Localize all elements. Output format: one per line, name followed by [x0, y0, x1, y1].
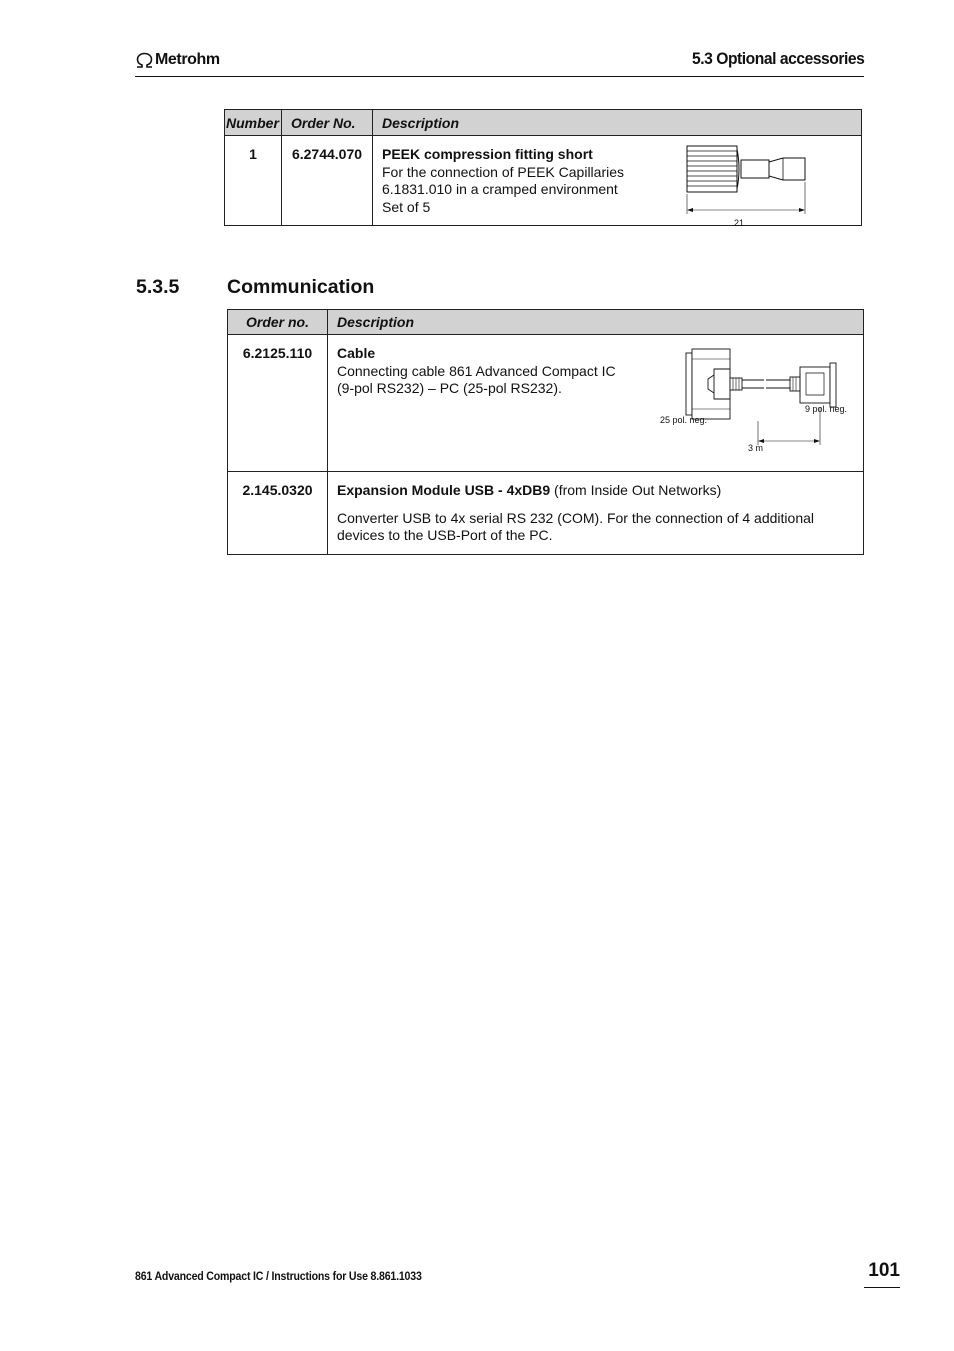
- item-title: Expansion Module USB - 4xDB9: [337, 482, 551, 498]
- section-number: 5.3.5: [136, 276, 180, 298]
- section-heading: [136, 276, 374, 299]
- fitting-drawing: [683, 142, 813, 226]
- dimension-label: 21: [734, 218, 745, 228]
- footer-text: 861 Advanced Compact IC / Instructions for Use 8.861.1033: [135, 1271, 422, 1283]
- cell-order-no: 6.2744.070: [282, 136, 373, 226]
- col-header-order-no: Order No.: [282, 110, 373, 136]
- item-line: For the connection of PEEK Capillaries: [382, 163, 625, 180]
- cell-description: [328, 335, 864, 472]
- col-header-description: Description: [373, 110, 862, 136]
- item-paragraph: Converter USB to 4x serial RS 232 (COM). For the connection of 4 additional devices to the USB-Port of the PC.: [337, 509, 814, 543]
- item-title-suffix: (from Inside Out Networks): [550, 482, 722, 498]
- accessories-table: [224, 109, 862, 226]
- item-line: 6.1831.010 in a cramped environment: [382, 181, 618, 197]
- item-line: Set of 5: [382, 198, 431, 215]
- col-header-order-no: Order no.: [228, 310, 328, 335]
- cell-order-no: 2.145.0320: [228, 472, 328, 555]
- omega-logo-icon: [135, 52, 154, 69]
- item-title: Cable: [337, 345, 376, 361]
- col-header-description: Description: [328, 310, 864, 335]
- item-line: (9-pol RS232) – PC (25-pol RS232).: [337, 380, 562, 396]
- table-row: [228, 472, 864, 555]
- page-number: 101: [864, 1260, 900, 1288]
- col-header-number: Number: [225, 110, 282, 136]
- connector-label-right: 9 pol. neg.: [805, 404, 848, 414]
- metrohm-logo: [135, 51, 220, 69]
- item-title: PEEK compression fitting short: [382, 146, 593, 162]
- communication-table: [227, 309, 864, 555]
- cell-description: [373, 136, 862, 226]
- logo-text: Metrohm: [155, 51, 220, 68]
- table-header-row: [225, 110, 862, 136]
- table-row: [228, 335, 864, 472]
- cable-length-label: 3 m: [748, 443, 764, 453]
- cell-description: [328, 472, 864, 555]
- table-row: [225, 136, 862, 226]
- section-title: Communication: [227, 276, 375, 298]
- page-header: [135, 48, 864, 77]
- connector-label-left: 25 pol. neg.: [660, 415, 708, 425]
- cell-number: 1: [225, 136, 282, 226]
- header-section-title: 5.3 Optional accessories: [691, 49, 864, 68]
- cell-order-no: 6.2125.110: [228, 335, 328, 472]
- item-line: Connecting cable 861 Advanced Compact IC: [337, 362, 616, 379]
- table-header-row: [228, 310, 864, 335]
